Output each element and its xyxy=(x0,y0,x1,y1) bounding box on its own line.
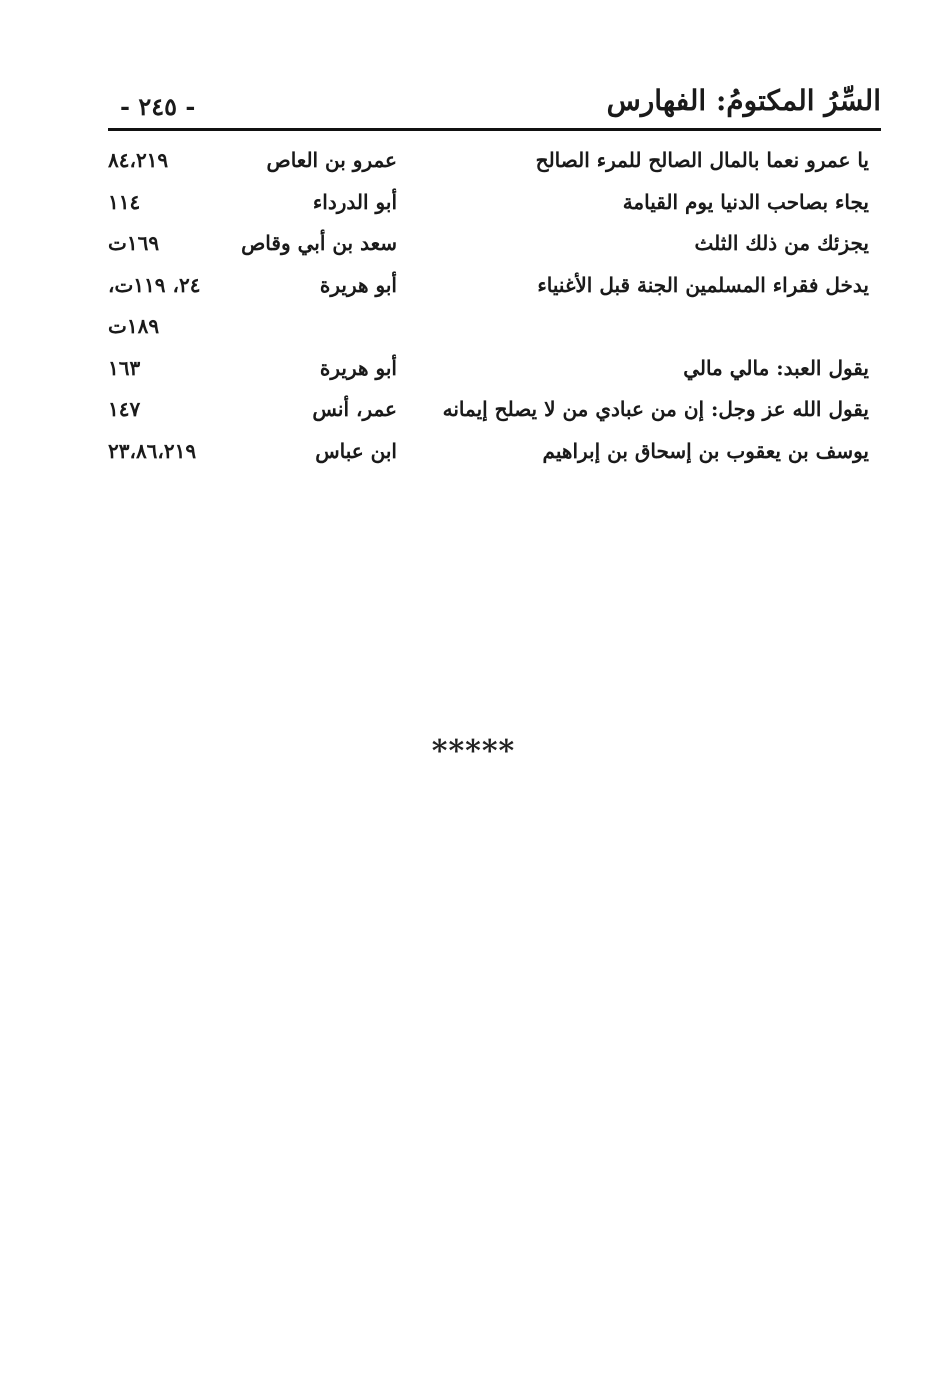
narrator-name: عمر، أنس xyxy=(312,397,397,421)
narrator-name: أبو الدرداء xyxy=(312,189,397,214)
index-row xyxy=(108,146,869,188)
page-refs: ٢٣،٨٦،٢١٩ xyxy=(108,438,197,463)
index-row xyxy=(108,229,869,271)
index-table xyxy=(108,146,869,478)
hadith-text: يقول العبد: مالي مالي xyxy=(683,355,869,380)
hadith-text: يجزئك من ذلك الثلث xyxy=(694,231,869,255)
narrator-name: أبو هريرة xyxy=(319,355,397,380)
page-refs: ١٦٣ xyxy=(108,355,141,380)
page-refs-continued: ١٨٩ت xyxy=(108,313,160,338)
page-header xyxy=(108,78,881,126)
index-row xyxy=(108,354,869,396)
index-row xyxy=(108,271,869,354)
page-number: - ٢٤٥ - xyxy=(120,92,196,121)
hadith-text: يدخل فقراء المسلمين الجنة قبل الأغنياء xyxy=(537,272,869,297)
page-refs: ١٦٩ت xyxy=(108,231,160,255)
index-row xyxy=(108,437,869,479)
header-rule xyxy=(108,128,881,131)
hadith-text: يقول الله عز وجل: إن من عبادي من لا يصلح إيمانه xyxy=(442,397,869,421)
page-refs: ١١٤ xyxy=(108,189,141,214)
narrator-name: عمرو بن العاص xyxy=(266,148,397,172)
index-row xyxy=(108,395,869,437)
page-refs: ٢٤، ١١٩ت، xyxy=(108,272,201,297)
index-row xyxy=(108,188,869,230)
hadith-text: يجاء بصاحب الدنيا يوم القيامة xyxy=(622,189,869,214)
narrator-name: ابن عباس xyxy=(315,438,397,463)
hadith-text: يا عمرو نعما بالمال الصالح للمرء الصالح xyxy=(535,148,869,172)
hadith-text: يوسف بن يعقوب بن إسحاق بن إبراهيم xyxy=(542,438,869,463)
narrator-name: أبو هريرة xyxy=(319,272,397,297)
book-title: السِّرُ المكتومُ: الفهارس xyxy=(606,84,881,117)
page-refs: ٨٤،٢١٩ xyxy=(108,148,169,172)
page-refs: ١٤٧ xyxy=(108,397,141,421)
end-ornament: ***** xyxy=(431,734,516,769)
narrator-name: سعد بن أبي وقاص xyxy=(241,231,397,255)
